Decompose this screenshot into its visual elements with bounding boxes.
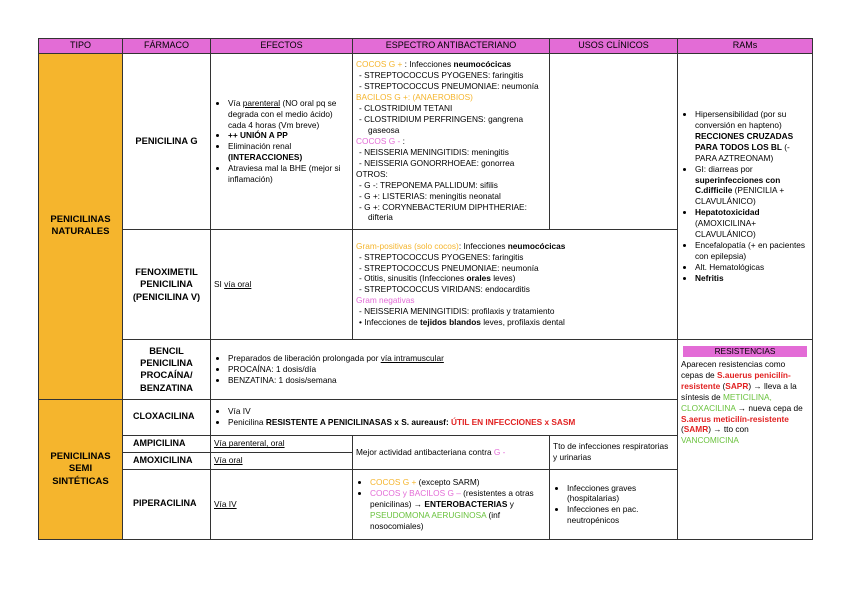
efectos-bencil [211,339,678,399]
header-efectos: EFECTOS [211,39,353,54]
tipo-semi: PENICILINAS SEMI SINTÉTICAS [39,399,123,539]
espectro-cocos-bacilos: • COCOS y BACILOS G – (resistentes a otras penicilinas) → ENTEROBACTERIAS y PSEUDOMONA AERUGINOSA (inf nosocomiales) [370,488,546,532]
ram-nefritis: • Nefritis [695,273,809,284]
espectro-line: - STREPTOCOCCUS PYOGENES: faringitis [356,252,674,263]
efectos-amoxicilina: Vía oral [211,452,353,469]
espectro-line: - NEISSERIA MENINGITIDIS: meningitis [356,147,546,158]
resistencias-title: RESISTENCIAS [683,346,807,357]
espectro-line: - STREPTOCOCCUS VIRIDANS: endocarditis [356,284,674,295]
header-farmaco: FÁRMACO [123,39,211,54]
espectro-line: - STREPTOCOCCUS PNEUMONIAE: neumonía [356,263,674,274]
header-espectro: ESPECTRO ANTIBACTERIANO [353,39,550,54]
efecto-liberacion: • Preparados de liberación prolongada por vía intramuscular [228,353,674,364]
ram-encefalopatia: • Encefalopatía (+ en pacientes con epilepsia) [695,240,809,262]
espectro-gram-pos: Gram-positivas (solo cocos): Infecciones neumocócicas [356,240,566,251]
espectro-piperacilina [353,469,550,539]
espectro-otros: OTROS: [356,168,388,179]
usos-ampi-amoxi: Tto de infecciones respiratorias y urinarias [550,435,678,469]
header-usos: USOS CLÍNICOS [550,39,678,54]
drug-ampicilina: AMPICILINA [123,435,211,452]
drug-fenoximetil: FENOXIMETIL PENICILINA (PENICILINA V) [123,229,211,339]
drug-piperacilina: PIPERACILINA [123,469,211,539]
espectro-ampi-amoxi: Mejor actividad antibacteriana contra G - [353,435,550,469]
drug-cloxacilina: CLOXACILINA [123,399,211,435]
header-tipo: TIPO [39,39,123,54]
espectro-fenoximetil [353,229,678,339]
efecto-benzatina: • BENZATINA: 1 dosis/semana [228,375,674,386]
espectro-line: • Infecciones de tejidos blandos leves, profilaxis dental [356,317,674,328]
efecto-eliminacion: • Eliminación renal (INTERACCIONES) [228,141,349,163]
uso-neutropenicos: • Infecciones en pac. neutropénicos [567,504,674,526]
ram-hipersensibilidad: • Hipersensibilidad (por su conversión en hapteno) RECCIONES CRUZADAS PARA TODOS LOS BL (- PARA AZTREONAM) [695,109,809,164]
espectro-penicilina-g [353,53,550,229]
espectro-line: - G +: LISTERIAS: meningitis neonatal [356,191,546,202]
penicilinas-table [38,38,813,540]
uso-graves: • Infecciones graves (hospitalarias) [567,483,674,505]
header-rams: RAMs [678,39,813,54]
espectro-line: - G -: TREPONEMA PALLIDUM: sifilis [356,180,546,191]
rams-cell [678,53,813,339]
ram-gi: • GI: diarreas por superinfecciones con C.difficile (PENICILIA + CLAVULÁNICO) [695,164,809,208]
espectro-line: - G +: CORYNEBACTERIUM DIPHTHERIAE: difteria [356,202,546,224]
efectos-fenoximetil: SI vía oral [211,229,353,339]
espectro-line: - CLOSTRIDIUM PERFRINGENS: gangrena gaseosa [356,114,546,136]
tipo-naturales: PENICILINAS NATURALES [39,53,123,399]
efectos-ampicilina: Vía parenteral, oral [211,435,353,452]
espectro-gram-neg: Gram negativas [356,295,415,306]
espectro-cocos-gneg: COCOS G - : [356,135,405,146]
espectro-bacilos-gpos: BACILOS G +: (ANAEROBIOS) [356,92,473,103]
espectro-line: - NEISSERIA GONORRHOEAE: gonorrea [356,158,546,169]
espectro-line: - NEISSERIA MENINGITIDIS: profilaxis y tratamiento [356,306,674,317]
efecto-via-iv: • Vía IV [228,406,674,417]
usos-piperacilina [550,469,678,539]
efecto-bhe: • Atraviesa mal la BHE (mejor si inflamación) [228,163,349,185]
header-row [39,39,813,54]
row-bencil [39,339,813,399]
ram-hematologicas: • Alt. Hematológicas [695,262,809,273]
efecto-via: • Vía parenteral (NO oral pq se degrada con el medio ácido) cada 4 horas (Vm breve) [228,98,349,131]
efectos-cloxacilina [211,399,678,435]
ram-hepatotoxicidad: • Hepatotoxicidad (AMOXICILINA+ CLAVULÁNICO) [695,207,809,240]
resistencias-cell [678,339,813,539]
espectro-cocos-gpos: COCOS G + : Infecciones neumocócicas [356,59,512,70]
efectos-penicilina-g [211,53,353,229]
efecto-resistente: • Penicilina RESISTENTE A PENICILINASAS x S. aureausf: ÚTIL EN INFECCIONES x SASM [228,417,674,428]
resistencias-text: Aparecen resistencias como cepas de S.auerus penicilín-resistente (SAPR) → lleva a la síntesis de METICILINA, CLOXACILINA → nueva cepa de S.aerus meticilín-resistente (SAMR) → tto con VANCOMICINA [681,358,803,446]
efecto-procaina: • PROCAÍNA: 1 dosis/día [228,364,674,375]
usos-penicilina-g [550,53,678,229]
drug-penicilina-g: PENICILINA G [123,53,211,229]
espectro-line: - Otitis, sinusitis (Infecciones orales leves) [356,273,674,284]
espectro-cocos-gpos: • COCOS G + (excepto SARM) [370,477,546,488]
row-penicilina-g [39,53,813,229]
drug-amoxicilina: AMOXICILINA [123,452,211,469]
efectos-piperacilina: Vía IV [211,469,353,539]
espectro-line: - STREPTOCOCCUS PYOGENES: faringitis [356,70,546,81]
espectro-line: - CLOSTRIDIUM TETANI [356,103,546,114]
espectro-line: - STREPTOCOCCUS PNEUMONIAE: neumonía [356,81,546,92]
drug-bencil: BENCIL PENICILINA PROCAÍNA/ BENZATINA [123,339,211,399]
efecto-union-pp: • ++ UNIÓN A PP [228,130,349,141]
